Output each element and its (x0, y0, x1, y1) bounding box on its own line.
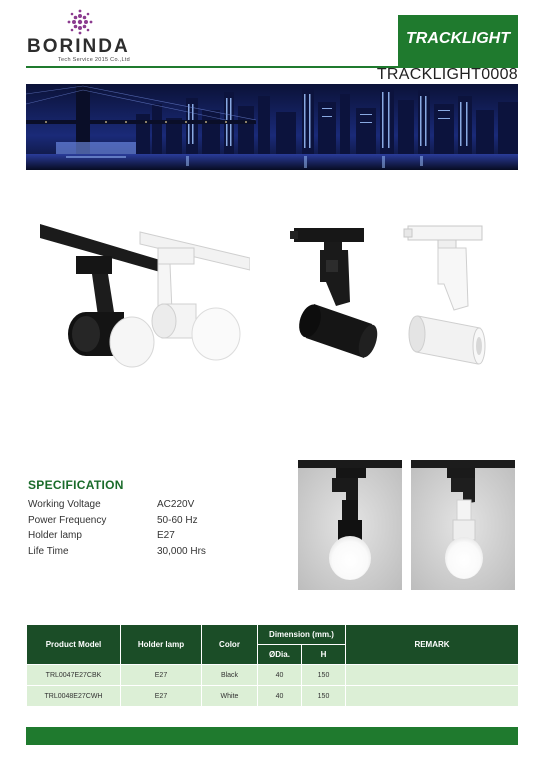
header-dia: ØDia. (258, 645, 302, 665)
header-remark: REMARK (346, 625, 519, 665)
model-code: TRACKLIGHT0008 (376, 66, 518, 83)
category-title: TRACKLIGHT (406, 30, 510, 47)
flower-logo-icon (66, 8, 94, 36)
cell-model: TRL0047E27CBK (27, 665, 121, 686)
cell-remark (346, 686, 519, 707)
black-lamp-lit-photo (298, 460, 402, 590)
cell-dia: 40 (258, 665, 302, 686)
spec-label: Life Time (28, 546, 69, 557)
header-dimension: Dimension (mm.) (258, 625, 346, 645)
cell-holder: E27 (121, 665, 202, 686)
cell-color: White (202, 686, 258, 707)
header-h: H (302, 645, 346, 665)
cell-h: 150 (302, 686, 346, 707)
footer-bar (26, 727, 518, 745)
cell-holder: E27 (121, 686, 202, 707)
table-header-row (27, 625, 519, 645)
spec-label: Holder lamp (28, 530, 82, 541)
tracklight-pair-photo (40, 212, 250, 382)
white-tracklight-photo (400, 220, 492, 380)
header-color: Color (202, 625, 258, 665)
cell-model: TRL0048E27CWH (27, 686, 121, 707)
white-lamp-lit-photo (411, 460, 515, 590)
black-tracklight-photo (286, 220, 378, 380)
cell-color: Black (202, 665, 258, 686)
table-row (27, 686, 519, 707)
product-table (26, 624, 519, 707)
specification-title: SPECIFICATION (28, 478, 124, 492)
brand-name: BORINDA (27, 36, 130, 57)
spec-value: AC220V (157, 499, 195, 510)
cell-h: 150 (302, 665, 346, 686)
spec-value: 50-60 Hz (157, 515, 198, 526)
table-row (27, 665, 519, 686)
brand-tagline: Tech Service 2015 Co.,Ltd (58, 57, 131, 63)
spec-label: Working Voltage (28, 499, 101, 510)
cell-remark (346, 665, 519, 686)
spec-value: 30,000 Hrs (157, 546, 206, 557)
spec-value: E27 (157, 530, 175, 541)
header-holder-lamp: Holder lamp (121, 625, 202, 665)
city-skyline-banner (26, 84, 518, 170)
cell-dia: 40 (258, 686, 302, 707)
spec-label: Power Frequency (28, 515, 107, 526)
header-product-model: Product Model (27, 625, 121, 665)
